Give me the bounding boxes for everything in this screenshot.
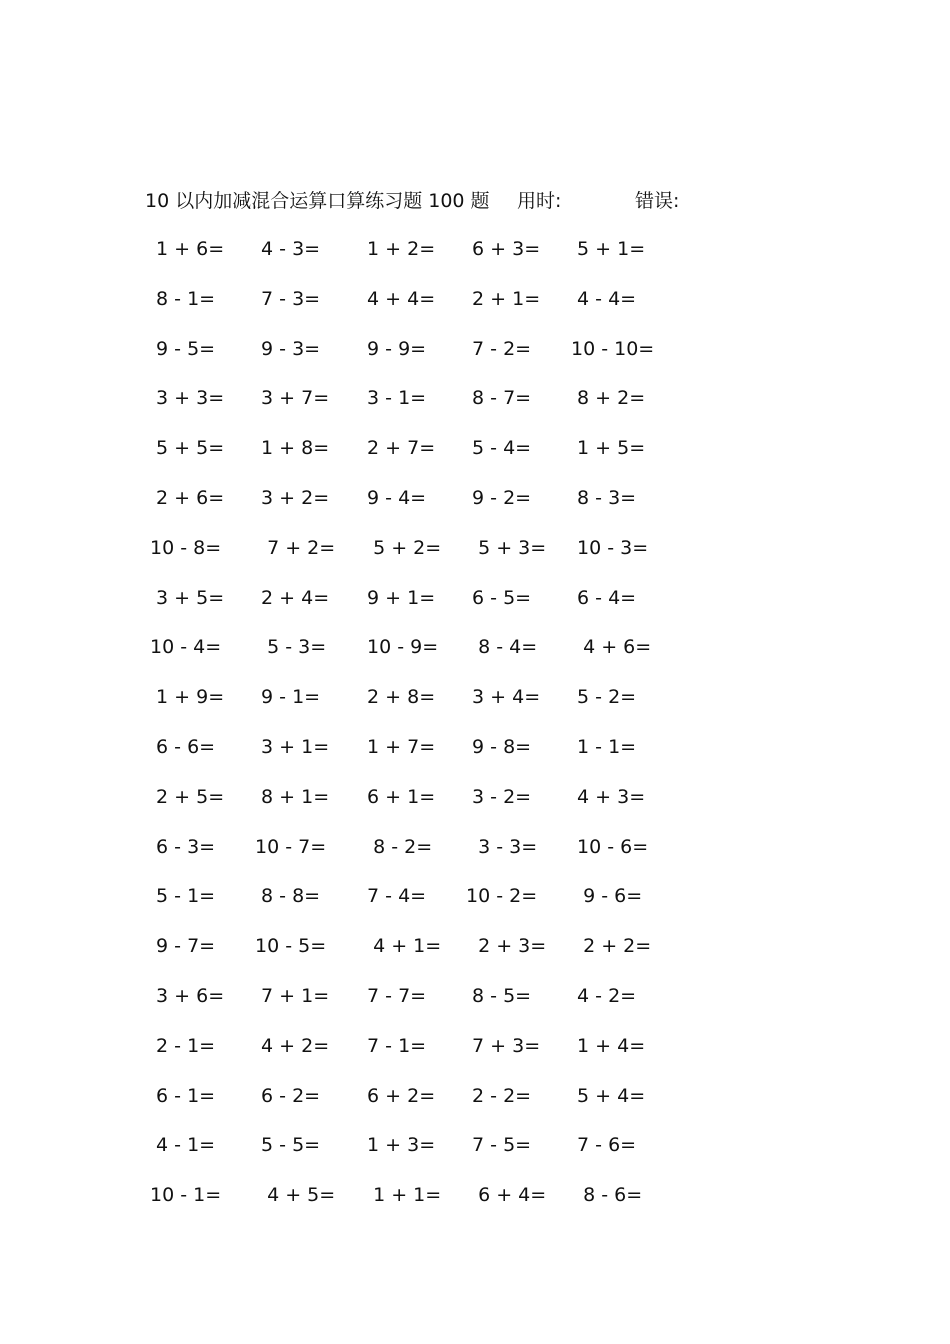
arithmetic-problem: 3 + 4= xyxy=(466,686,541,709)
arithmetic-problem: 2 + 2= xyxy=(571,935,652,958)
arithmetic-problem: 8 - 1= xyxy=(150,287,216,310)
arithmetic-problem: 6 - 4= xyxy=(571,586,637,609)
arithmetic-problem: 10 - 1= xyxy=(150,1184,222,1207)
arithmetic-problem: 4 - 4= xyxy=(571,287,637,310)
arithmetic-problem: 6 - 6= xyxy=(150,735,216,758)
arithmetic-problem: 10 - 5= xyxy=(255,935,327,958)
problem-row xyxy=(150,381,710,431)
problem-row xyxy=(150,879,710,929)
arithmetic-problem: 9 - 5= xyxy=(150,337,216,360)
arithmetic-problem: 6 - 2= xyxy=(255,1084,321,1107)
arithmetic-problem: 4 - 3= xyxy=(255,238,321,260)
problem-row xyxy=(150,1029,710,1079)
problem-row xyxy=(150,730,710,780)
problem-row xyxy=(150,1178,710,1228)
arithmetic-problem: 5 - 2= xyxy=(571,686,637,709)
arithmetic-problem: 8 - 2= xyxy=(361,835,433,858)
arithmetic-problem: 3 + 2= xyxy=(255,486,330,509)
time-used-label: 用时: xyxy=(517,190,562,212)
arithmetic-problem: 7 - 5= xyxy=(466,1134,532,1157)
problem-row xyxy=(150,431,710,481)
arithmetic-problem: 10 - 6= xyxy=(571,835,649,858)
arithmetic-problem: 8 - 6= xyxy=(571,1184,643,1207)
problem-row xyxy=(150,830,710,880)
arithmetic-problem: 2 + 1= xyxy=(466,287,541,310)
problem-row xyxy=(150,1079,710,1129)
arithmetic-problem: 1 - 1= xyxy=(571,735,637,758)
arithmetic-problem: 7 - 6= xyxy=(571,1134,637,1157)
arithmetic-problem: 6 - 3= xyxy=(150,835,216,858)
arithmetic-problem: 4 + 1= xyxy=(361,935,442,958)
arithmetic-problem: 4 + 6= xyxy=(571,636,652,659)
arithmetic-problem: 2 + 7= xyxy=(361,437,436,460)
arithmetic-problem: 2 + 8= xyxy=(361,686,436,709)
problem-row xyxy=(150,630,710,680)
arithmetic-problem: 5 + 2= xyxy=(361,536,442,559)
arithmetic-problem: 8 - 4= xyxy=(466,636,538,659)
arithmetic-problem: 4 + 3= xyxy=(571,785,646,808)
arithmetic-problem: 3 + 1= xyxy=(255,735,330,758)
arithmetic-problem: 6 + 3= xyxy=(466,238,541,260)
error-count-label: 错误: xyxy=(635,190,680,212)
arithmetic-problem: 1 + 8= xyxy=(255,437,330,460)
problem-grid xyxy=(150,232,710,1228)
arithmetic-problem: 9 - 6= xyxy=(571,885,643,908)
problem-row xyxy=(150,481,710,531)
arithmetic-problem: 2 - 1= xyxy=(150,1034,216,1057)
arithmetic-problem: 3 - 2= xyxy=(466,785,532,808)
arithmetic-problem: 6 - 1= xyxy=(150,1084,216,1107)
arithmetic-problem: 2 + 3= xyxy=(466,935,547,958)
arithmetic-problem: 9 - 9= xyxy=(361,337,427,360)
arithmetic-problem: 7 + 3= xyxy=(466,1034,541,1057)
arithmetic-problem: 2 + 6= xyxy=(150,486,225,509)
arithmetic-problem: 3 + 3= xyxy=(150,387,225,410)
arithmetic-problem: 5 - 1= xyxy=(150,885,216,908)
arithmetic-problem: 7 - 7= xyxy=(361,984,427,1007)
arithmetic-problem: 7 + 2= xyxy=(255,536,336,559)
arithmetic-problem: 10 - 7= xyxy=(255,835,327,858)
arithmetic-problem: 9 - 2= xyxy=(466,486,532,509)
arithmetic-problem: 1 + 9= xyxy=(150,686,225,709)
arithmetic-problem: 4 - 1= xyxy=(150,1134,216,1157)
arithmetic-problem: 10 - 2= xyxy=(466,885,538,908)
arithmetic-problem: 2 + 5= xyxy=(150,785,225,808)
arithmetic-problem: 9 - 7= xyxy=(150,935,216,958)
problem-row xyxy=(150,531,710,581)
arithmetic-problem: 2 - 2= xyxy=(466,1084,532,1107)
arithmetic-problem: 8 - 8= xyxy=(255,885,321,908)
arithmetic-problem: 5 - 3= xyxy=(255,636,327,659)
arithmetic-problem: 7 - 2= xyxy=(466,337,532,360)
arithmetic-problem: 6 + 4= xyxy=(466,1184,547,1207)
arithmetic-problem: 10 - 4= xyxy=(150,636,222,659)
arithmetic-problem: 7 - 1= xyxy=(361,1034,427,1057)
arithmetic-problem: 9 - 8= xyxy=(466,735,532,758)
arithmetic-problem: 10 - 8= xyxy=(150,536,222,559)
arithmetic-problem: 3 - 1= xyxy=(361,387,427,410)
arithmetic-problem: 10 - 3= xyxy=(571,536,649,559)
problem-row xyxy=(150,979,710,1029)
arithmetic-problem: 1 + 1= xyxy=(361,1184,442,1207)
arithmetic-problem: 8 - 5= xyxy=(466,984,532,1007)
problem-row xyxy=(150,929,710,979)
arithmetic-problem: 5 - 4= xyxy=(466,437,532,460)
arithmetic-problem: 9 + 1= xyxy=(361,586,436,609)
arithmetic-problem: 5 + 1= xyxy=(571,238,646,260)
arithmetic-problem: 7 - 3= xyxy=(255,287,321,310)
problem-row xyxy=(150,780,710,830)
arithmetic-problem: 8 - 7= xyxy=(466,387,532,410)
arithmetic-problem: 1 + 3= xyxy=(361,1134,436,1157)
arithmetic-problem: 1 + 4= xyxy=(571,1034,646,1057)
arithmetic-problem: 4 + 2= xyxy=(255,1034,330,1057)
arithmetic-problem: 8 + 1= xyxy=(255,785,330,808)
arithmetic-problem: 8 - 3= xyxy=(571,486,637,509)
arithmetic-problem: 2 + 4= xyxy=(255,586,330,609)
arithmetic-problem: 5 + 3= xyxy=(466,536,547,559)
arithmetic-problem: 8 + 2= xyxy=(571,387,646,410)
arithmetic-problem: 5 + 4= xyxy=(571,1084,646,1107)
worksheet-title: 10 以内加减混合运算口算练习题 100 题 xyxy=(145,190,490,212)
arithmetic-problem: 7 + 1= xyxy=(255,984,330,1007)
arithmetic-problem: 7 - 4= xyxy=(361,885,427,908)
problem-row xyxy=(150,282,710,332)
arithmetic-problem: 1 + 6= xyxy=(150,238,225,260)
arithmetic-problem: 1 + 2= xyxy=(361,238,436,260)
arithmetic-problem: 10 - 10= xyxy=(571,337,655,360)
arithmetic-problem: 1 + 5= xyxy=(571,437,646,460)
arithmetic-problem: 3 + 7= xyxy=(255,387,330,410)
problem-row xyxy=(150,232,710,282)
arithmetic-problem: 4 - 2= xyxy=(571,984,637,1007)
problem-row xyxy=(150,680,710,730)
arithmetic-problem: 10 - 9= xyxy=(361,636,439,659)
arithmetic-problem: 6 + 1= xyxy=(361,785,436,808)
arithmetic-problem: 9 - 1= xyxy=(255,686,321,709)
arithmetic-problem: 5 + 5= xyxy=(150,437,225,460)
problem-row xyxy=(150,332,710,382)
arithmetic-problem: 9 - 4= xyxy=(361,486,427,509)
arithmetic-problem: 9 - 3= xyxy=(255,337,321,360)
arithmetic-problem: 3 - 3= xyxy=(466,835,538,858)
arithmetic-problem: 6 - 5= xyxy=(466,586,532,609)
problem-row xyxy=(150,581,710,631)
arithmetic-problem: 4 + 4= xyxy=(361,287,436,310)
arithmetic-problem: 4 + 5= xyxy=(255,1184,336,1207)
arithmetic-problem: 3 + 5= xyxy=(150,586,225,609)
problem-row xyxy=(150,1128,710,1178)
arithmetic-problem: 6 + 2= xyxy=(361,1084,436,1107)
arithmetic-problem: 3 + 6= xyxy=(150,984,225,1007)
worksheet-header xyxy=(145,185,845,217)
arithmetic-problem: 5 - 5= xyxy=(255,1134,321,1157)
arithmetic-problem: 1 + 7= xyxy=(361,735,436,758)
